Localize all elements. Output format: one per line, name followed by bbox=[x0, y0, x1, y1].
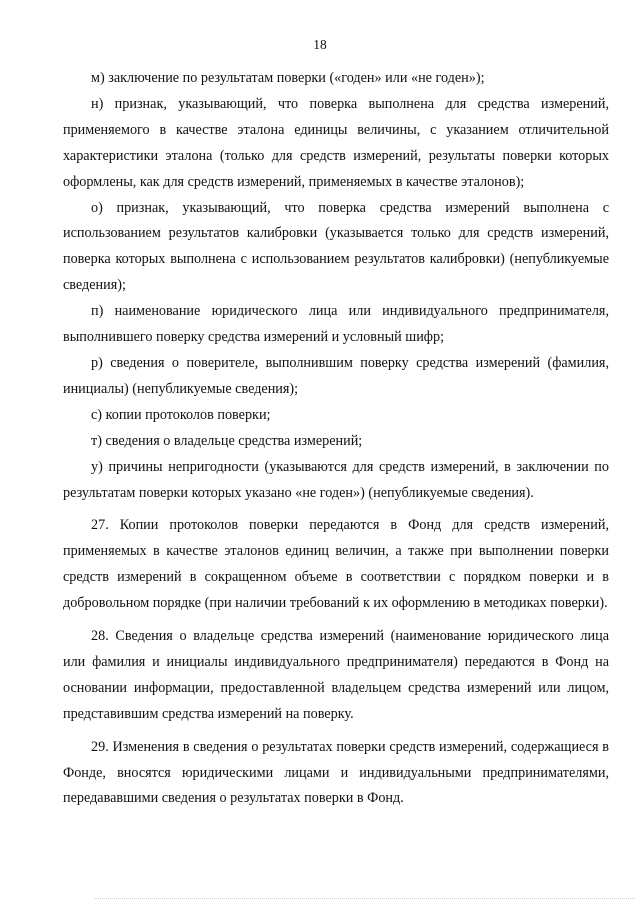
paragraph-item-r: р) сведения о поверителе, выполнившим поверку средства измерений (фамилия, инициалы) (непубликуемые сведения); bbox=[63, 354, 609, 397]
paragraph-item-o: о) признак, указывающий, что поверка средства измерений выполнена с использованием результатов калибровки (указывается только для средств измерений, поверка которых выполнена с использованием результатов калибровки) (непубликуемые сведения); bbox=[63, 199, 609, 294]
scan-edge-divider bbox=[95, 898, 635, 899]
paragraph-item-s: с) копии протоколов поверки; bbox=[91, 406, 271, 423]
paragraph-clause-29: 29. Изменения в сведения о результатах поверки средств измерений, содержащиеся в Фонде, вносятся юридическими лицами и индивидуальными предпринимателями, передававшими сведения о результатах поверки в Фонд. bbox=[63, 738, 609, 807]
paragraph-item-p: п) наименование юридического лица или индивидуального предпринимателя, выполнившего поверку средства измерений и условный шифр; bbox=[63, 303, 609, 346]
paragraph-clause-28: 28. Сведения о владельце средства измерений (наименование юридического лица или фамилия и инициалы индивидуального предпринимателя) передаются в Фонд на основании информации, предоставленной владельцем средства измерений или лицом, представившим средства измерений на поверку. bbox=[63, 628, 609, 722]
paragraph-item-t: т) сведения о владельце средства измерений; bbox=[91, 432, 363, 449]
document-body bbox=[63, 66, 609, 812]
page-number: 18 bbox=[313, 37, 327, 52]
paragraph-item-m: м) заключение по результатам поверки («годен» или «не годен»); bbox=[91, 70, 485, 86]
paragraph-item-n: н) признак, указывающий, что поверка выполнена для средства измерений, применяемого в качестве эталона единицы величины, с указанием отличительной характеристики эталона (только для средств измерений, результаты поверки которых оформлены, как для средств измерений, применяемых в качестве эталонов); bbox=[63, 95, 609, 190]
paragraph-item-u: у) причины непригодности (указываются для средств измерений, в заключении по результатам поверки которых указано «не годен») (непубликуемые сведения). bbox=[63, 458, 609, 501]
paragraph-clause-27: 27. Копии протоколов поверки передаются в Фонд для средств измерений, применяемых в качестве эталонов единиц величин, а также при выполнении поверки средств измерений в сокращенном объеме в соответствии с порядком поверки и в добровольном порядке (при наличии требований к их оформлению в методиках поверки). bbox=[63, 517, 609, 612]
